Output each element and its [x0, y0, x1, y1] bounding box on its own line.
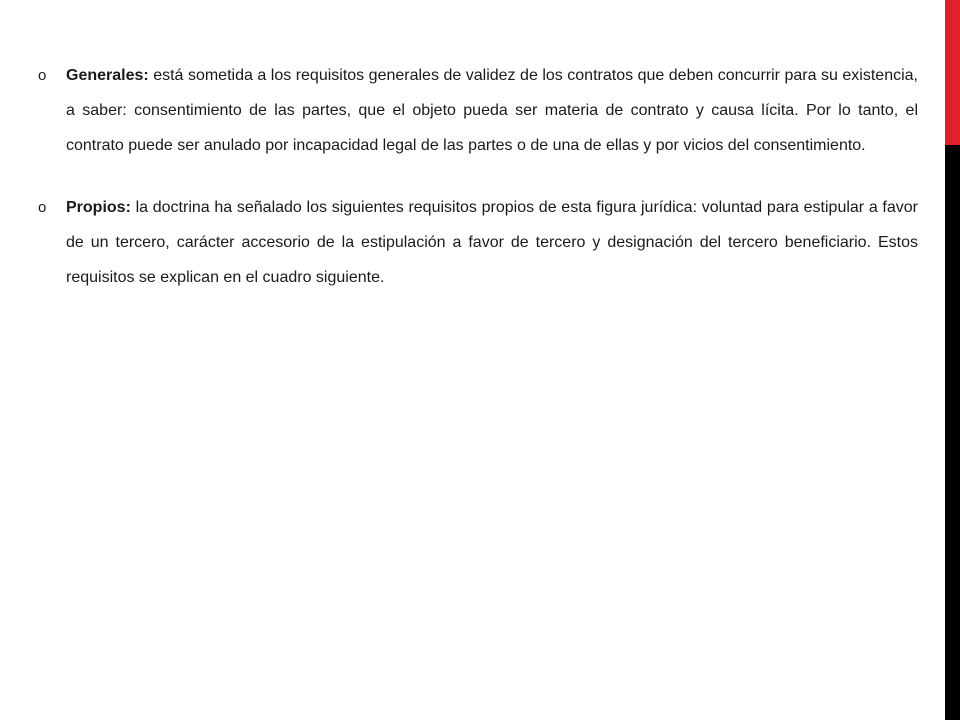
bullet-term: Propios:: [66, 199, 131, 216]
bullet-marker: o: [38, 67, 47, 84]
side-accent-bar-black-segment: [945, 145, 960, 720]
bullet-text: la doctrina ha señalado los siguientes requisitos propios de esta figura jurídica: voluntad para estipular a favor de un tercero, carácter accesorio de la estipulación a favor de tercero y designación del tercero beneficiario. Estos requisitos se explican en el cuadro siguiente.: [66, 199, 918, 286]
slide-content: [38, 58, 918, 295]
bullet-propios: [38, 190, 918, 295]
side-accent-bar-red-segment: [945, 0, 960, 145]
bullet-marker: o: [38, 199, 47, 216]
side-accent-bar: [945, 0, 960, 720]
bullet-text: está sometida a los requisitos generales de validez de los contratos que deben concurrir para su existencia, a saber: consentimiento de las partes, que el objeto pueda ser materia de contrato y causa lícita. Por lo tanto, el contrato puede ser anulado por incapacidad legal de las partes o de una de ellas y por vicios del consentimiento.: [66, 67, 918, 154]
bullet-term: Generales:: [66, 67, 149, 84]
bullet-generales: [38, 58, 918, 163]
